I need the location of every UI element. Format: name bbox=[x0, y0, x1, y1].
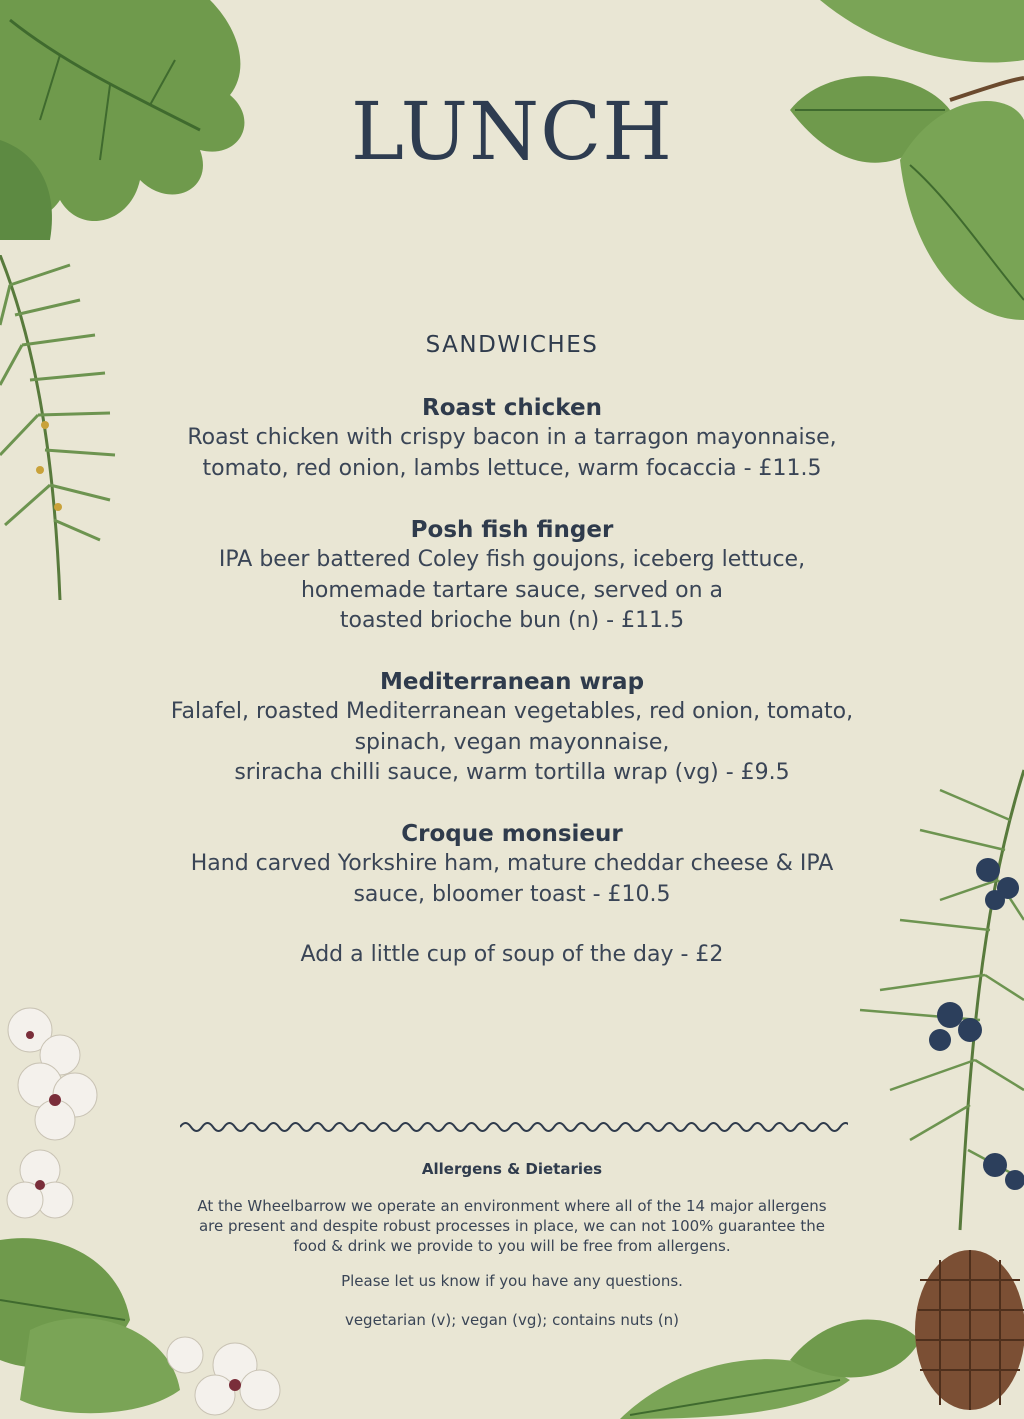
dietary-key: vegetarian (v); vegan (vg); contains nuts (n) bbox=[344, 1311, 680, 1329]
item-description-line: Falafel, roasted Mediterranean vegetables, red onion, tomato, bbox=[170, 699, 854, 724]
addon-note: Add a little cup of soup of the day - £2 bbox=[300, 942, 724, 967]
allergens-heading: Allergens & Dietaries bbox=[421, 1160, 603, 1178]
item-description-line: toasted brioche bun (n) - £11.5 bbox=[339, 608, 685, 633]
allergens-text bbox=[0, 1196, 1024, 1256]
menu-item bbox=[0, 393, 1024, 484]
item-name: Mediterranean wrap bbox=[379, 669, 645, 695]
allergens-line: food & drink we provide to you will be free from allergens. bbox=[293, 1237, 731, 1255]
questions-note: Please let us know if you have any questions. bbox=[341, 1272, 683, 1290]
wave-divider bbox=[180, 1116, 848, 1138]
item-description-line: spinach, vegan mayonnaise, bbox=[354, 729, 670, 755]
section-heading: SANDWICHES bbox=[425, 332, 599, 358]
allergens-line: At the Wheelbarrow we operate an environment where all of the 14 major allergens bbox=[197, 1197, 827, 1215]
item-name: Croque monsieur bbox=[401, 821, 623, 847]
item-description-line: sauce, bloomer toast - £10.5 bbox=[353, 881, 671, 907]
item-description-line: sriracha chilli sauce, warm tortilla wrap (vg) - £9.5 bbox=[234, 760, 790, 785]
menu-item bbox=[0, 667, 1024, 789]
allergens-line: are present and despite robust processes in place, we can not 100% guarantee the bbox=[198, 1217, 825, 1235]
menu-item bbox=[0, 819, 1024, 910]
item-description-line: tomato, red onion, lambs lettuce, warm focaccia - £11.5 bbox=[202, 455, 822, 481]
menu-item bbox=[0, 515, 1024, 637]
item-name: Roast chicken bbox=[422, 395, 602, 421]
item-description-line: Hand carved Yorkshire ham, mature cheddar cheese & IPA bbox=[190, 851, 834, 876]
item-description-line: IPA beer battered Coley fish goujons, iceberg lettuce, bbox=[218, 547, 806, 572]
item-description-line: Roast chicken with crispy bacon in a tarragon mayonnaise, bbox=[187, 425, 837, 450]
item-description-line: homemade tartare sauce, served on a bbox=[300, 577, 724, 603]
item-name: Posh fish finger bbox=[410, 517, 614, 543]
page-title: LUNCH bbox=[350, 85, 674, 178]
